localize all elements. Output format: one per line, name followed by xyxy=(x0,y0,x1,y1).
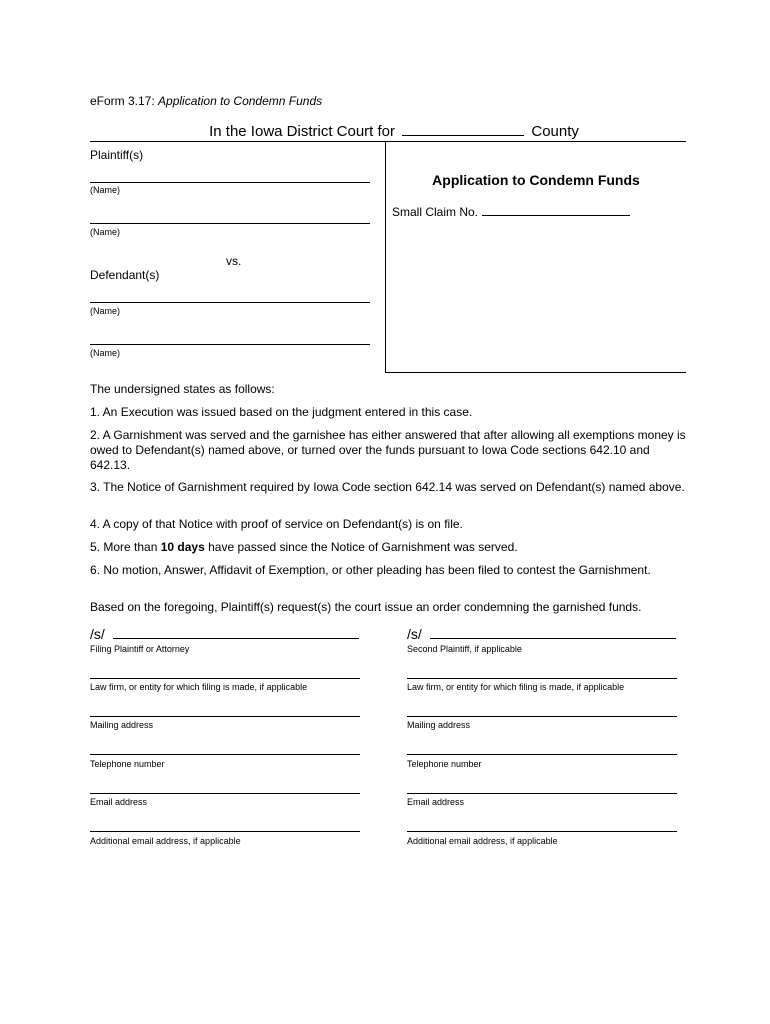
right-signer-label: Second Plaintiff, if applicable xyxy=(407,644,522,654)
caption-bottom-rule xyxy=(385,372,686,373)
statement-item-6: 6. No motion, Answer, Affidavit of Exemption, or other pleading has been filed to contest the Garnishment. xyxy=(90,563,651,577)
versus-label: vs. xyxy=(226,254,242,268)
defendants-label: Defendant(s) xyxy=(90,268,160,282)
left-additional-email-label: Additional email address, if applicable xyxy=(90,836,241,846)
left-signature-line[interactable] xyxy=(90,624,359,642)
right-mailing-line[interactable] xyxy=(407,716,677,717)
right-signature-blank[interactable] xyxy=(430,624,676,639)
left-phone-label: Telephone number xyxy=(90,759,165,769)
left-phone-line[interactable] xyxy=(90,754,360,755)
item-5-emphasis: 10 days xyxy=(160,540,205,554)
plaintiff-2-name-line[interactable] xyxy=(90,223,370,224)
statement-item-4: 4. A copy of that Notice with proof of service on Defendant(s) is on file. xyxy=(90,517,463,531)
defendant-2-name-label: (Name) xyxy=(90,348,121,358)
left-email-line[interactable] xyxy=(90,793,360,794)
left-firm-line[interactable] xyxy=(90,678,360,679)
document-title: Application to Condemn Funds xyxy=(432,172,640,188)
plaintiffs-label: Plaintiff(s) xyxy=(90,148,144,162)
left-signer-label: Filing Plaintiff or Attorney xyxy=(90,644,190,654)
left-mailing-label: Mailing address xyxy=(90,720,154,730)
statement-item-3: 3. The Notice of Garnishment required by Iowa Code section 642.14 was served on Defendant(s) named above. xyxy=(90,480,685,494)
plaintiff-1-name-label: (Name) xyxy=(90,185,121,195)
right-signature-prefix: /s/ xyxy=(407,626,422,642)
right-phone-label: Telephone number xyxy=(407,759,482,769)
intro-statement: The undersigned states as follows: xyxy=(90,382,275,396)
form-title: Application to Condemn Funds xyxy=(158,94,323,108)
right-phone-line[interactable] xyxy=(407,754,677,755)
left-email-label: Email address xyxy=(90,797,148,807)
left-signature-prefix: /s/ xyxy=(90,626,105,642)
statement-item-2: 2. A Garnishment was served and the garnishee has either answered that after allowing all exemptions money is owed to Defendant(s) named above, or turned over the funds pursuant to Iowa Code sections 642.10 and 642.13. xyxy=(90,428,686,472)
left-additional-email-line[interactable] xyxy=(90,831,360,832)
court-heading xyxy=(0,122,770,140)
right-additional-email-label: Additional email address, if applicable xyxy=(407,836,558,846)
right-email-line[interactable] xyxy=(407,793,677,794)
defendant-1-name-line[interactable] xyxy=(90,302,370,303)
defendant-1-name-label: (Name) xyxy=(90,306,121,316)
statement-item-1: 1. An Execution was issued based on the judgment entered in this case. xyxy=(90,405,473,419)
county-blank[interactable] xyxy=(402,122,524,136)
right-signature-line[interactable] xyxy=(407,624,676,642)
small-claim-number xyxy=(392,204,630,219)
right-email-label: Email address xyxy=(407,797,465,807)
statement-item-5 xyxy=(90,540,690,555)
plaintiff-2-name-label: (Name) xyxy=(90,227,121,237)
court-suffix: County xyxy=(531,123,579,140)
court-prefix: In the Iowa District Court for xyxy=(209,123,396,140)
plaintiff-1-name-line[interactable] xyxy=(90,182,370,183)
request-statement: Based on the foregoing, Plaintiff(s) request(s) the court issue an order condemning the garnished funds. xyxy=(90,600,642,614)
item-5-text-after: have passed since the Notice of Garnishment was served. xyxy=(204,540,518,554)
small-claim-label: Small Claim No. xyxy=(392,205,479,219)
right-additional-email-line[interactable] xyxy=(407,831,677,832)
left-signature-blank[interactable] xyxy=(113,624,359,639)
form-number: eForm 3.17: xyxy=(90,94,159,108)
caption-top-rule xyxy=(90,141,686,142)
right-mailing-label: Mailing address xyxy=(407,720,471,730)
defendant-2-name-line[interactable] xyxy=(90,344,370,345)
item-5-text-before: 5. More than xyxy=(90,540,161,554)
right-firm-line[interactable] xyxy=(407,678,677,679)
small-claim-blank[interactable] xyxy=(482,204,630,216)
left-mailing-line[interactable] xyxy=(90,716,360,717)
form-identifier xyxy=(90,94,322,108)
right-firm-label: Law firm, or entity for which filing is made, if applicable xyxy=(407,682,625,692)
left-firm-label: Law firm, or entity for which filing is made, if applicable xyxy=(90,682,308,692)
